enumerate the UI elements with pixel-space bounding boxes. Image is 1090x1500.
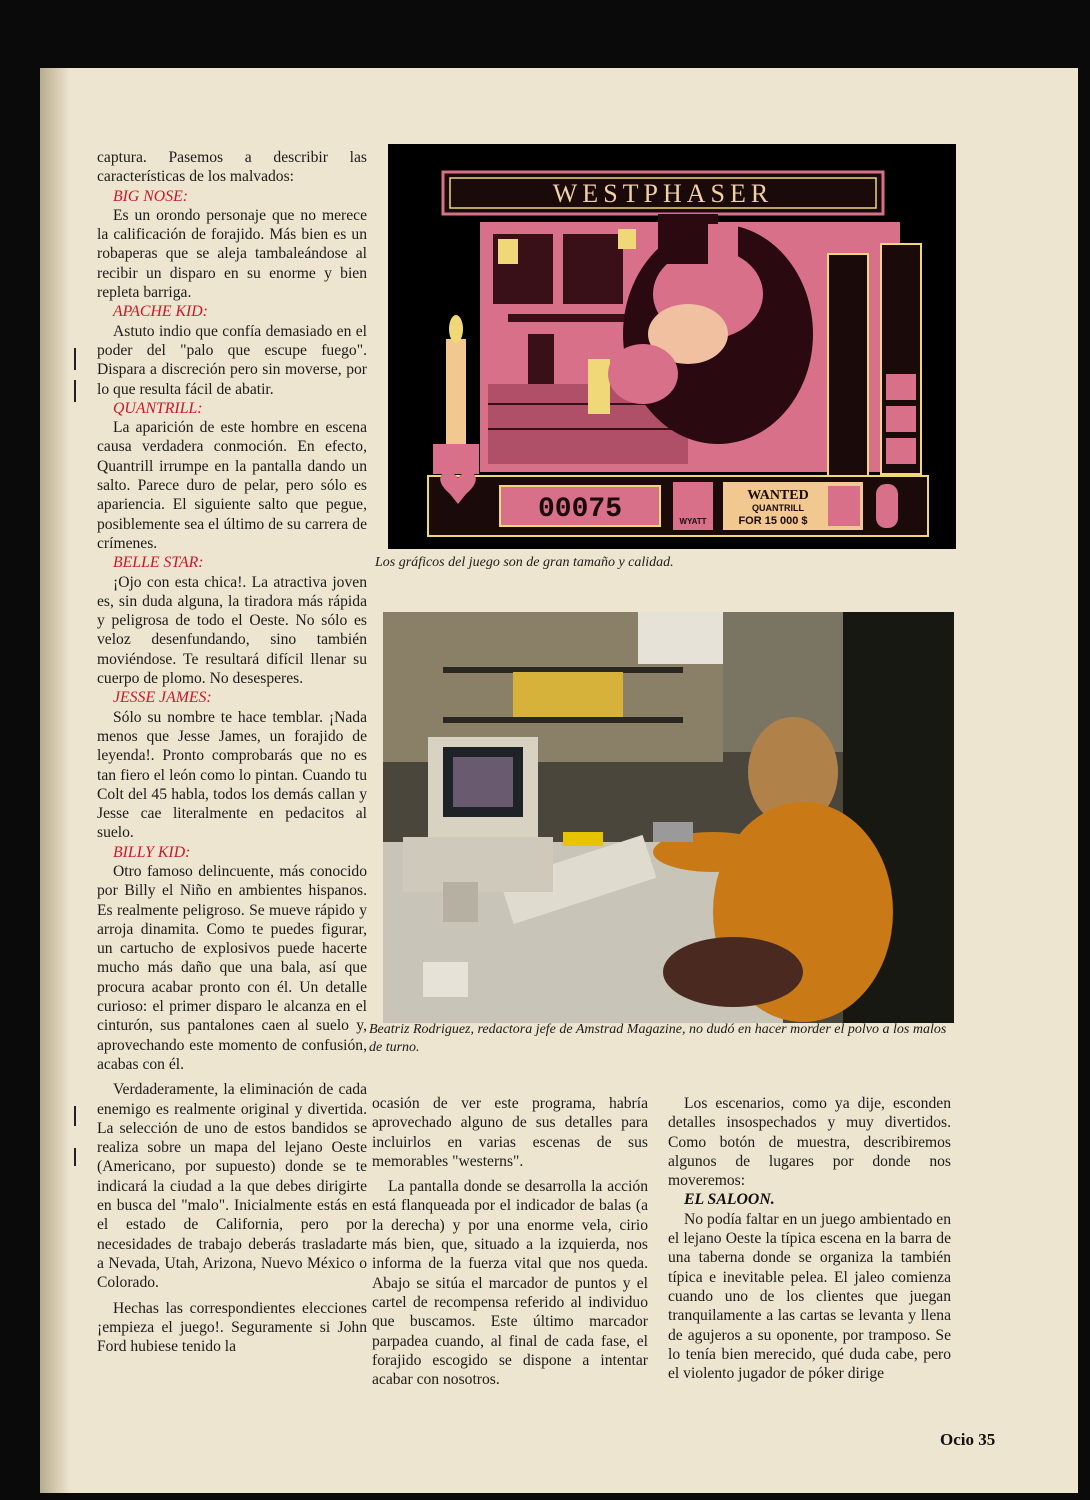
game-score: 00075 [537, 494, 623, 525]
paragraph: Los escenarios, como ya dije, esconden detalles insospechados y muy divertidos. Como botón de muestra, describiremos algunos de lugares por donde nos moveremos: [668, 1095, 951, 1190]
heading-jesse-james: JESSE JAMES: [113, 689, 212, 707]
paragraph: Es un orondo personaje que no merece la calificación de forajido. Más bien es un robaperas que se aleja tambaleándose al recibir un disparo en su enorme y bien repleta barriga. [97, 206, 367, 302]
heading-apache-kid: APACHE KID: [113, 303, 208, 321]
margin-mark [74, 348, 76, 370]
game-player-name: WYATT [679, 517, 707, 526]
screenshot-caption: Los gráficos del juego son de gran tamaño y calidad. [375, 555, 674, 570]
heading-big-nose: BIG NOSE: [113, 187, 189, 205]
article-column-1 [97, 148, 367, 1356]
paragraph: ocasión de ver este programa, habría aprovechado alguno de sus detalles para incluirlos en varias escenas de sus memorables "westerns". [372, 1095, 648, 1170]
margin-mark [74, 1106, 76, 1126]
paragraph: No podía faltar en un juego ambientado en el lejano Oeste la típica escena en la barra de una taberna donde se organiza la también típica e inevitable pelea. El jaleo comienza cuando uno de los clientes que juegan tranquilamente a las cartas se levanta y llena de agujeros a su oponente, por tramposo. Se lo tenía bien merecido, qué duda cabe, pero el violento jugador de póker dirige [668, 1210, 951, 1383]
game-reward: FOR 15 000 $ [738, 515, 808, 527]
page-number: Ocio 35 [940, 1430, 996, 1449]
paragraph: captura. Pasemos a describir las características de los malvados: [97, 149, 367, 186]
paragraph: Otro famoso delincuente, más conocido por Billy el Niño en ambientes hispanos. Es realmente peligroso. Se mueve rápido y arroja dinamita. Como te puedes figurar, un cartucho de explosivos puede hacerte mucho más daño que una bala, así que procura acabar pronto con él. Un detalle curioso: el primer disparo le alcanza en el cinturón, sus pantalones caen al suelo y, aprovechando este momento de confusión, acabas con él. [97, 862, 367, 1073]
game-outlaw-name: QUANTRILL [752, 503, 804, 513]
margin-mark [74, 1148, 76, 1166]
game-screenshot [388, 144, 956, 549]
photo-caption: Beatriz Rodriguez, redactora jefe de Amstrad Magazine, no dudó en hacer morder el polvo a los malos de turno. [369, 1022, 947, 1055]
paragraph: Verdaderamente, la eliminación de cada enemigo es realmente original y divertida. La selección de uno de estos bandidos se realiza sobre un mapa del lejano Oeste (Americano, por supuesto) donde se te indicará la ciudad a la que debes dirigirte en busca del "malo". Inicialmente estás en el estado de California, pero por necesidades de trabajo deberás trasladarte a Nevada, Utah, Arizona, Nuevo México o Colorado. [97, 1081, 367, 1292]
magazine-page [40, 68, 1078, 1493]
heading-belle-star: BELLE STAR: [113, 554, 204, 572]
game-title: WESTPHASER [552, 179, 774, 208]
heading-quantrill: QUANTRILL: [113, 399, 203, 417]
paragraph: La aparición de este hombre en escena causa verdadera conmoción. En efecto, Quantrill irrumpe en la pantalla dando un salto. Parece duro de pelar, pero sólo es apariencia. El siguiente salto que pegue, posiblemente sea el último de su carrera de crímenes. [97, 419, 367, 552]
article-column-2 [372, 1094, 648, 1389]
paragraph: ¡Ojo con esta chica!. La atractiva joven es, sin duda alguna, la tiradora más rápida y peligrosa de todo el Oeste. No sólo es veloz desenfundando, sino también moviéndose. Te resultará difícil llenar su cuerpo de plomo. No desesperes. [97, 573, 367, 688]
paragraph: Hechas las correspondientes elecciones ¡empieza el juego!. Seguramente si John Ford hubiese tenido la [97, 1299, 367, 1356]
paragraph: Sólo su nombre te hace temblar. ¡Nada menos que Jesse James, un forajido de leyenda!. Pronto comprobarás que no es tan fiero el león como lo pintan. Cuando tu Colt del 45 habla, todos los demás callan y Jesse cae literalmente en pedacitos al suelo. [97, 708, 367, 842]
heading-el-saloon: EL SALOON. [684, 1191, 775, 1209]
paragraph: La pantalla donde se desarrolla la acción está flanqueada por el indicador de balas (a la derecha) y por una enorme vela, cirio más bien, que, situado a la izquierda, nos informa de la fuerza vital que nos queda. Abajo se sitúa el marcador de puntos y el cartel de recompensa referido al individuo que buscamos. Este último marcador parpadea cuando, al final de cada fase, el forajido escogido se dispone a intentar acabar con nosotros. [372, 1178, 648, 1389]
heading-billy-kid: BILLY KID: [113, 843, 191, 861]
bullet-icon [876, 484, 898, 528]
game-wanted-label: WANTED [747, 488, 809, 503]
office-photo [383, 612, 954, 1023]
margin-mark [74, 380, 76, 402]
article-column-3 [668, 1094, 951, 1383]
paragraph: Astuto indio que confía demasiado en el poder del "palo que escupe fuego". Dispara a discreción pero sin moverse, por lo que resulta fácil de abatir. [97, 322, 367, 398]
